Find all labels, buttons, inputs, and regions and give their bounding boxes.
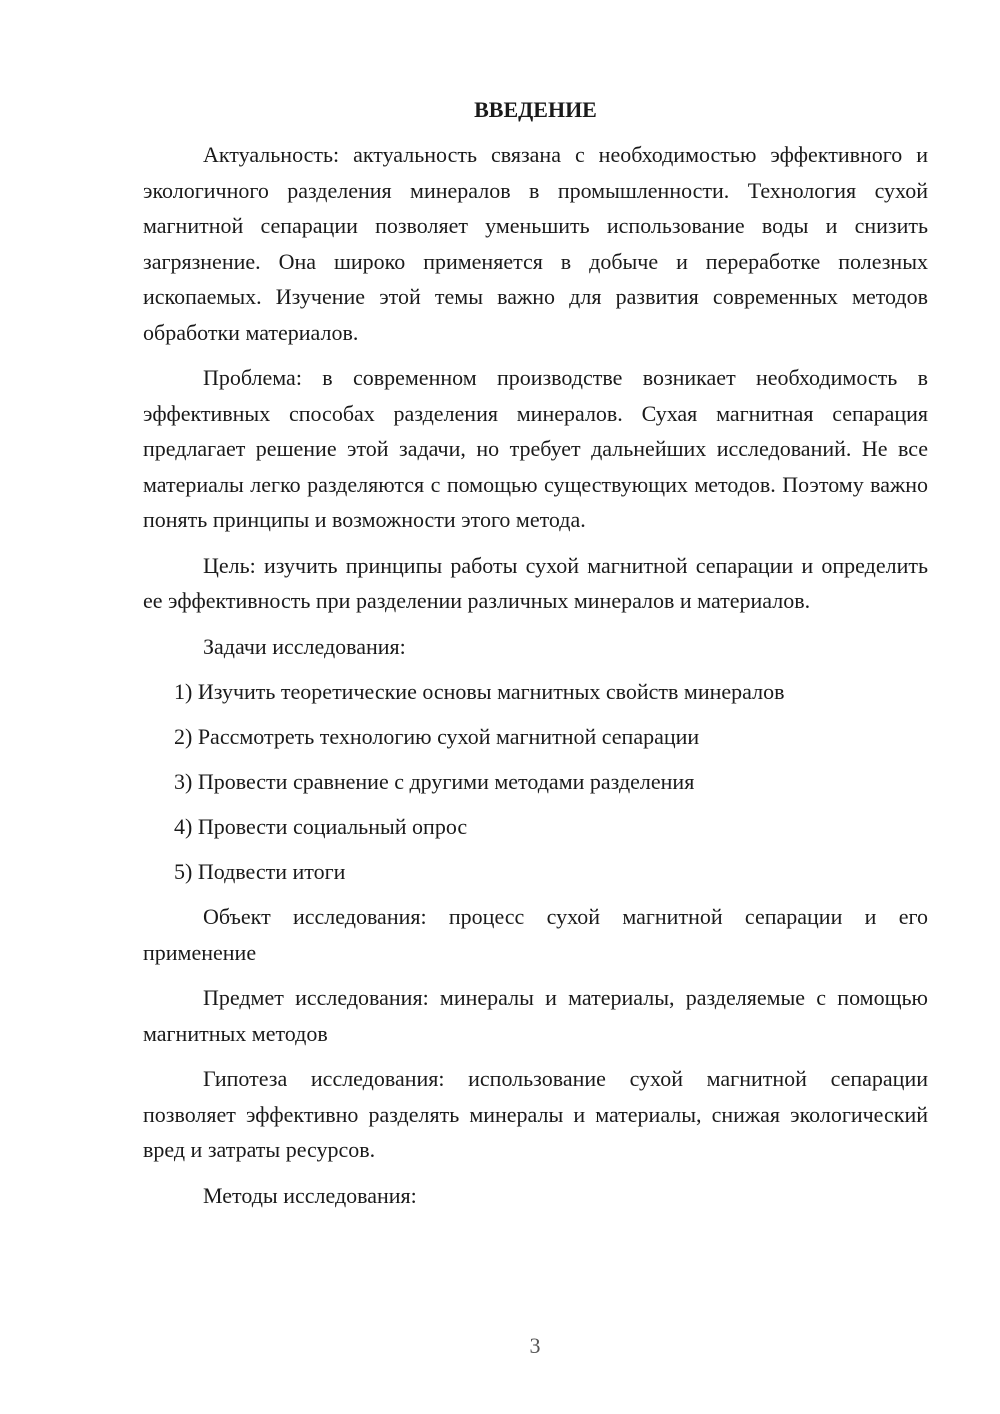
subject-paragraph: Предмет исследования: минералы и материалы, разделяемые с помощью магнитных методов [143,985,928,1046]
tasks-list [143,674,928,890]
list-item: 4) Провести социальный опрос [174,814,468,840]
problem-paragraph: Проблема: в современном производстве возникает необходимость в эффективных способах разделения минералов. Сухая магнитная сепарация предлагает решение этой задачи, но требует дальнейших исследований. Не все материалы легко разделяются с помощью существующих методов. Поэтому важно понять принципы и возможности этого метода. [143,365,928,532]
tasks-title: Задачи исследования: [203,633,406,659]
relevance-paragraph: Актуальность: актуальность связана с необходимостью эффективного и экологичного разделения минералов в промышленности. Технология сухой магнитной сепарации позволяет уменьшить использование воды и снизить загрязнение. Она широко применяется в добыче и переработке полезных ископаемых. Изучение этой темы важно для развития современных методов обработки материалов. [143,142,928,345]
page-number: 3 [529,1333,541,1358]
hypothesis-paragraph: Гипотеза исследования: использование сухой магнитной сепарации позволяет эффективно разделять минералы и материалы, снижая экологический вред и затраты ресурсов. [143,1066,928,1163]
list-item: 3) Провести сравнение с другими методами разделения [174,769,695,795]
list-item: 5) Подвести итоги [174,859,346,885]
object-paragraph: Объект исследования: процесс сухой магнитной сепарации и его применение [143,904,928,965]
page-heading: ВВЕДЕНИЕ [474,97,597,122]
goal-paragraph: Цель: изучить принципы работы сухой магнитной сепарации и определить ее эффективность при разделении различных минералов и материалов. [143,552,928,613]
list-item: 1) Изучить теоретические основы магнитных свойств минералов [174,679,785,704]
list-item: 2) Рассмотреть технологию сухой магнитной сепарации [174,724,700,750]
page-content [143,92,928,1223]
methods-title: Методы исследования: [203,1182,417,1208]
